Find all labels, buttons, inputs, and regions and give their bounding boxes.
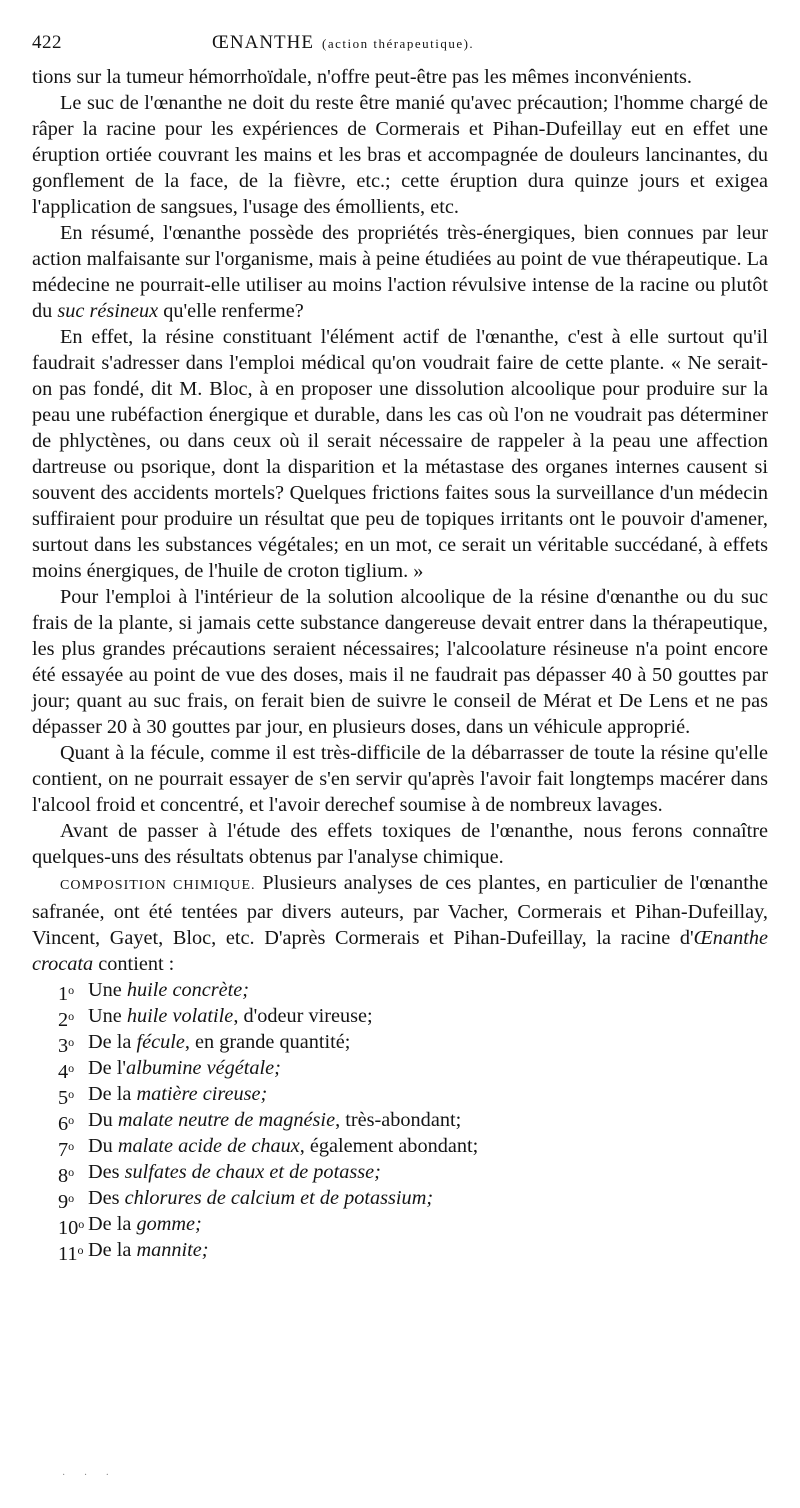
- list-text: Du malate acide de chaux, également abondant;: [88, 1135, 479, 1157]
- list-item: [32, 1055, 768, 1081]
- scan-specks: · · ·: [62, 1470, 117, 1481]
- list-text: De la mannite;: [88, 1239, 209, 1261]
- paragraph: [32, 220, 768, 324]
- list-number: 6$^o$: [58, 1113, 75, 1135]
- paragraph-text: En résumé, l'œnanthe possède des propriétés très-énergiques, bien connues par leur action malfaisante sur l'organisme, mais à peine étudiées au point de vue thérapeutique. La médecine ne pourrait-elle utiliser au moins l'action révulsive intense de la racine ou plutôt du: [32, 222, 768, 322]
- paragraph-text: Pour l'emploi à l'intérieur de la solution alcoolique de la résine d'œnanthe ou du suc frais de la plante, si jamais cette substance dangereuse devait entrer dans la thérapeutique, les plus grandes précautions seraient nécessaires; l'alcoolature résineuse n'a point encore été essayée au point de vue des doses, mais il ne faudrait pas dépasser 40 à 50 gouttes par jour; quant au suc frais, on ferait bien de suivre le conseil de Mérat et De Lens et ne pas dépasser 20 à 30 gouttes par jour, en plusieurs doses, dans un véhicule approprié.: [32, 586, 768, 738]
- list-text: De la fécule, en grande quantité;: [88, 1031, 351, 1053]
- list-text: Des chlorures de calcium et de potassium;: [88, 1187, 434, 1209]
- list-item: [32, 1081, 768, 1107]
- header-title: ŒNANTHE: [212, 32, 314, 53]
- paragraph: [32, 584, 768, 740]
- list-item: [32, 1003, 768, 1029]
- header-subtitle: (action thérapeutique).: [322, 36, 475, 51]
- list-item: [32, 1185, 768, 1211]
- list-item: [32, 1237, 768, 1263]
- paragraph: [32, 324, 768, 584]
- list-number: 9$^o$: [58, 1191, 75, 1213]
- list-item: [32, 1211, 768, 1237]
- paragraph-text: En effet, la résine constituant l'élément actif de l'œnanthe, c'est à elle surtout qu'il faudrait s'adresser dans l'emploi médical qu'on voudrait faire de cette plante. « Ne serait-on pas fondé, dit M. Bloc, à en proposer une dissolution alcoolique pour produire sur la peau une rubéfaction énergique et durable, dans les cas où l'on ne voudrait pas déterminer de phlyctènes, ou dans ceux où il serait nécessaire de rappeler à la peau une affection dartreuse ou psorique, dont la disparition et la métastase des organes internes causent si souvent des accidents mortels? Quelques frictions faites sous la surveillance d'un médecin suffiraient pour produire un résultat que peu de topiques irritants ont le pouvoir d'amener, surtout dans les substances végétales; en un mot, ce serait un véritable succédané, à effets moins énergiques, de l'huile de croton tiglium. »: [32, 326, 768, 582]
- list-number: 7$^o$: [58, 1139, 75, 1161]
- paragraph-text: Avant de passer à l'étude des effets toxiques de l'œnanthe, nous ferons connaître quelques-uns des résultats obtenus par l'analyse chimique.: [32, 820, 768, 868]
- list-number: 3$^o$: [58, 1035, 75, 1057]
- paragraph: [32, 818, 768, 870]
- list-text: Une huile volatile, d'odeur vireuse;: [88, 1005, 373, 1027]
- book-page: [32, 30, 768, 1263]
- paragraph: [32, 740, 768, 818]
- paragraph-text: Quant à la fécule, comme il est très-difficile de la débarrasser de toute la résine qu'elle contient, on ne pourrait essayer de s'en servir qu'après l'avoir fait longtemps macérer dans l'alcool froid et concentré, et l'avoir derechef soumise à de nombreux lavages.: [32, 742, 768, 816]
- composition-list: [32, 977, 768, 1263]
- italic-term: Œnanthe crocata: [32, 927, 768, 975]
- list-number: 10$^o$: [58, 1217, 85, 1239]
- list-text: Des sulfates de chaux et de potasse;: [88, 1161, 381, 1183]
- paragraph: [32, 64, 768, 90]
- list-number: 11$^o$: [58, 1243, 84, 1265]
- italic-term: suc résineux: [57, 300, 159, 322]
- section-heading: COMPOSITION CHIMIQUE.: [60, 878, 256, 893]
- paragraph-text: tions sur la tumeur hémorrhoïdale, n'offre peut-être pas les mêmes inconvénients.: [32, 66, 692, 88]
- paragraph-text: contient :: [93, 953, 175, 975]
- list-text: Une huile concrète;: [88, 979, 250, 1001]
- list-text: De la gomme;: [88, 1213, 202, 1235]
- paragraph-text: Le suc de l'œnanthe ne doit du reste être manié qu'avec précaution; l'homme chargé de râper la racine pour les expériences de Cormerais et Pihan-Dufeillay eut en effet une éruption ortiée couvrant les mains et les bras et accompagnée de douleurs lancinantes, du gonflement de la face, de la fièvre, etc.; cette éruption dura quinze jours et exigea l'application de sangsues, l'usage des émollients, etc.: [32, 92, 768, 218]
- list-item: [32, 1107, 768, 1133]
- list-item: [32, 1029, 768, 1055]
- list-text: De l'albumine végétale;: [88, 1057, 281, 1079]
- list-number: 5$^o$: [58, 1087, 75, 1109]
- list-number: 8$^o$: [58, 1165, 75, 1187]
- body-text: [32, 64, 768, 977]
- running-header: [32, 30, 768, 56]
- page-number: 422: [32, 32, 62, 53]
- paragraph-text: Plusieurs analyses de ces plantes, en particulier de l'œnanthe safranée, ont été tentées par divers auteurs, par Vacher, Cormerais et Pihan-Dufeillay, Vincent, Gayet, Bloc, etc. D'après Cormerais et Pihan-Dufeillay, la racine d': [32, 872, 768, 949]
- list-number: 1$^o$: [58, 983, 75, 1005]
- list-item: [32, 1159, 768, 1185]
- list-text: Du malate neutre de magnésie, très-abondant;: [88, 1109, 462, 1131]
- paragraph: [32, 870, 768, 977]
- list-text: De la matière cireuse;: [88, 1083, 268, 1105]
- list-item: [32, 977, 768, 1003]
- paragraph-text: qu'elle renferme?: [158, 300, 304, 322]
- list-number: 2$^o$: [58, 1009, 75, 1031]
- list-number: 4$^o$: [58, 1061, 75, 1083]
- list-item: [32, 1133, 768, 1159]
- paragraph: [32, 90, 768, 220]
